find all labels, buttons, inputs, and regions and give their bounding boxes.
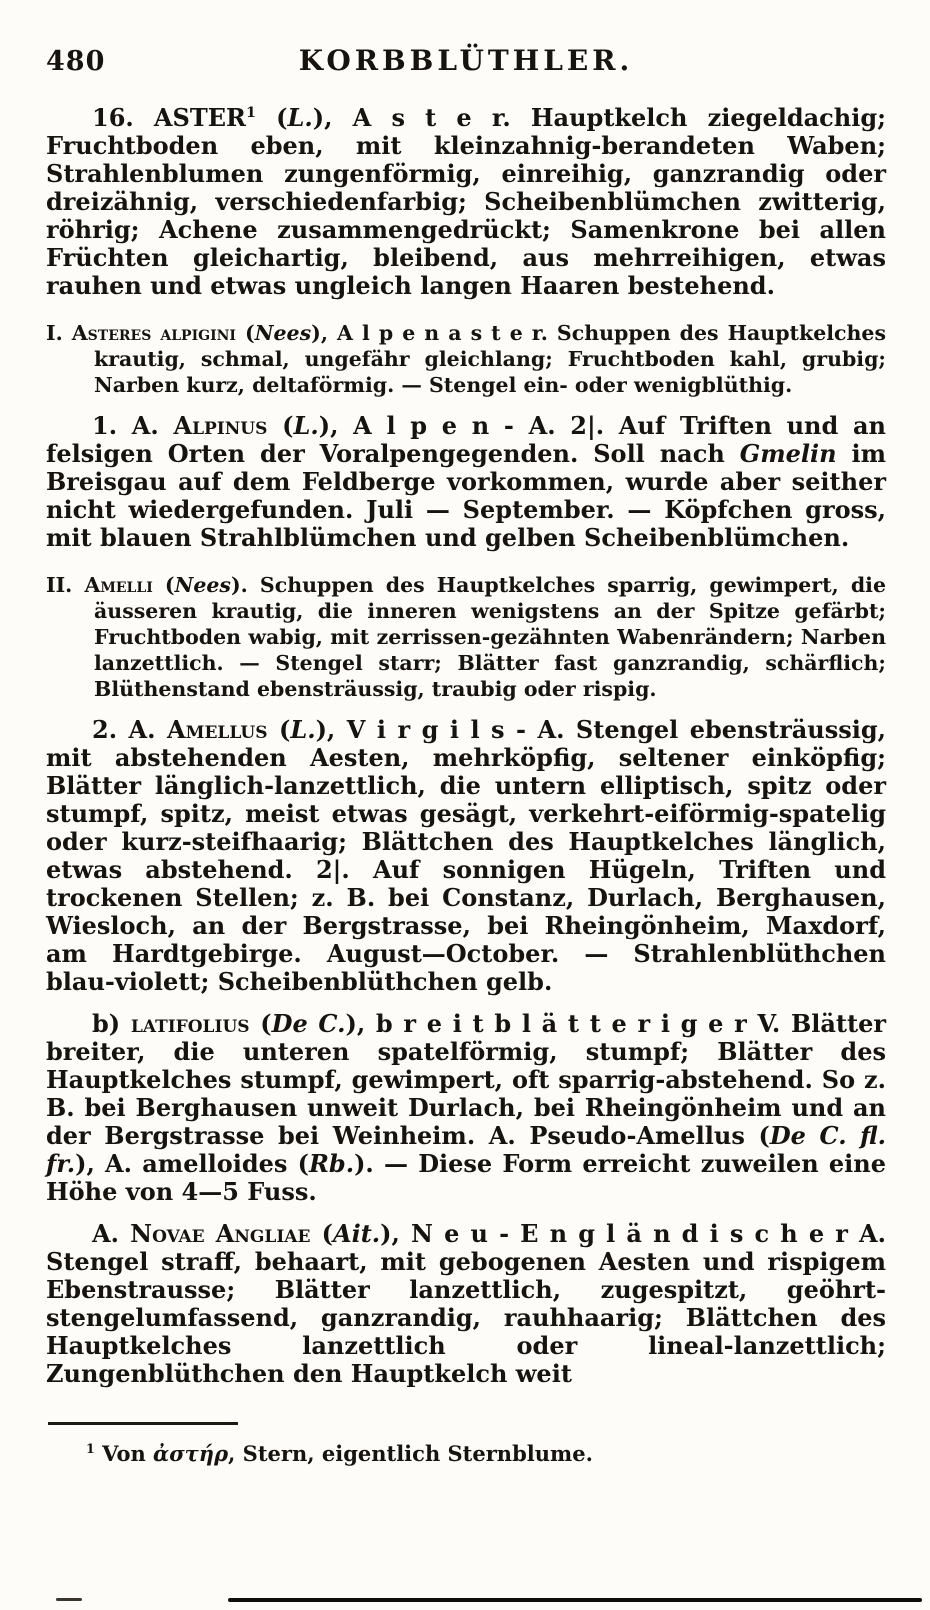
text-segment: b) bbox=[92, 1009, 131, 1038]
text-segment: ). Schuppen des Hauptkelches sparrig, gewimpert, die äusseren krautig, die inneren wenigstens an der Spitze gefärbt; Fruchtboden wabig, mit zerrissen-gezähnten Wabenrändern; Narben lanzettlich. — Stengel starr; Blätter fast ganzrandig, schärflich; Blüthenstand ebensträussig, traubig oder rispig. bbox=[94, 573, 887, 701]
text-segment: ἀστήρ bbox=[153, 1441, 229, 1466]
footnote-text bbox=[46, 1441, 886, 1467]
species-1-a-alpinus bbox=[46, 412, 886, 552]
genus-aster-paragraph bbox=[46, 104, 886, 300]
text-segment: im Breisgau auf dem Feldberge vorkommen, wurde aber seither nicht wiedergefunden. Juli — September. — Köpfchen gross, mit blauen Strahlblümchen und gelben Scheibenblümchen. bbox=[46, 439, 886, 552]
text-segment: 2. A. bbox=[92, 715, 167, 744]
text-segment: L. bbox=[293, 411, 319, 440]
text-segment: L. bbox=[290, 715, 316, 744]
text-segment: 16. ASTER bbox=[92, 103, 246, 132]
text-segment: ), b r e i t b l ä t t e r i g e r V. Blätter breiter, die unteren spatelförmig, stumpf; Blätter des Hauptkelches stumpf, gewimpert, oft sparrig-abstehend. So z. B. bei Berghausen unweit Durlach, bei Rheingönheim und an der Bergstrasse bei Weinheim. A. Pseudo-Amellus ( bbox=[46, 1009, 886, 1150]
text-segment: Novae Angliae bbox=[130, 1219, 311, 1248]
page-header bbox=[46, 44, 886, 90]
footnote-area bbox=[46, 1422, 886, 1467]
text-segment: Amellus bbox=[167, 715, 268, 744]
text-segment: ), N e u - E n g l ä n d i s c h e r A. Stengel straff, behaart, mit gebogenen Aesten und rispigem Ebenstrausse; Blätter lanzettlich, zugespitzt, geöhrt-stengelumfassend, ganzrandig, rauhhaarig; Blättchen des Hauptkelches lanzettlich oder lineal-lanzettlich; Zungenblüthchen den Hauptkelch weit bbox=[46, 1219, 886, 1388]
text-segment: Nees bbox=[254, 321, 312, 345]
text-segment: 1. A. bbox=[92, 411, 174, 440]
text-segment: Alpinus bbox=[173, 411, 268, 440]
text-segment: ), A l p e n a s t e r. Schuppen des Hauptkelches krautig, schmal, ungefähr gleichlang; Fruchtboden kahl, grubig; Narben kurz, deltaförmig. — Stengel ein- oder wenigblüthig. bbox=[94, 321, 886, 397]
text-segment: ), A. amelloides ( bbox=[75, 1149, 309, 1178]
text-segment: L. bbox=[287, 103, 313, 132]
section-i-asteres-alpigini bbox=[46, 320, 886, 398]
text-segment: ). — Diese Form erreicht zuweilen eine Höhe von 4—5 Fuss. bbox=[46, 1149, 886, 1206]
text-segment: ( bbox=[267, 715, 291, 744]
text-segment: , Stern, eigentlich Sternblume. bbox=[228, 1441, 593, 1466]
text-segment: ( bbox=[256, 103, 288, 132]
text-column bbox=[46, 104, 886, 1388]
page-number: 480 bbox=[46, 46, 106, 77]
text-segment: Ait. bbox=[332, 1219, 381, 1248]
text-segment: Nees bbox=[174, 573, 231, 597]
text-segment: De C. bbox=[271, 1009, 346, 1038]
text-segment: ), V i r g i l s - A. Stengel ebensträussig, mit abstehenden Aesten, mehrköpfig, seltener einköpfig; Blätter länglich-lanzettlich, die untern elliptisch, spitz oder stumpf, spitz, meist etwas gesägt, verkehrt-eiförmig-spatelig oder kurz-steifhaarig; Blättchen des Hauptkelches länglich, etwas abstehend. 2|. Auf sonnigen Hügeln, Triften und trockenen Stellen; z. B. bei Constanz, Durlach, Berghausen, Wiesloch, an der Bergstrasse, bei Rheingönheim, Maxdorf, am Hardtgebirge. August—October. — Strahlenblüthchen blau-violett; Scheibenblüthchen gelb. bbox=[46, 715, 886, 996]
text-segment: Hauptkelch ziegeldachig; Fruchtboden eben, mit kleinzahnig-berandeten Waben; Strahlenblumen zungenförmig, einreihig, ganzrandig oder dreizähnig, verschiedenfarbig; Scheibenblümchen zwitterig, röhrig; Achene zusammengedrückt; Samenkrone bei allen Früchten gleichartig, bleibend, aus mehrreihigen, etwas rauhen und etwas ungleich langen Haaren bestehend. bbox=[46, 103, 886, 300]
text-segment: I. bbox=[46, 321, 72, 345]
text-segment: ( bbox=[152, 573, 175, 597]
text-segment: ( bbox=[267, 411, 294, 440]
text-segment: Asteres alpigini bbox=[71, 321, 236, 345]
running-title: KORBBLÜTHLER. bbox=[298, 44, 634, 77]
text-segment: II. bbox=[46, 573, 85, 597]
scan-edge-line bbox=[228, 1598, 922, 1602]
text-segment: latifolius bbox=[130, 1009, 250, 1038]
species-a-novae-angliae bbox=[46, 1220, 886, 1388]
variety-b-latifolius bbox=[46, 1010, 886, 1206]
text-segment: ( bbox=[310, 1219, 333, 1248]
section-ii-amelli bbox=[46, 572, 886, 702]
text-segment: A. bbox=[92, 1219, 131, 1248]
text-segment: 1 bbox=[86, 1441, 95, 1456]
scan-artifact-speck bbox=[56, 1598, 82, 1601]
text-segment: ( bbox=[249, 1009, 272, 1038]
text-segment: Gmelin bbox=[739, 439, 837, 468]
text-segment: Rb. bbox=[308, 1149, 355, 1178]
text-segment: ), A l p e n - A. 2|. Auf Triften und an felsigen Orten der Voralpengegenden. Soll nach bbox=[46, 411, 886, 468]
text-segment: De C. fl. fr. bbox=[46, 1121, 886, 1178]
text-segment: Amelli bbox=[84, 573, 153, 597]
text-segment: Von bbox=[94, 1441, 154, 1466]
species-2-a-amellus bbox=[46, 716, 886, 996]
text-segment: 1 bbox=[245, 104, 256, 121]
text-segment: ), A s t e r. bbox=[312, 103, 531, 132]
text-segment: ( bbox=[236, 321, 255, 345]
footnote-rule bbox=[48, 1422, 238, 1425]
